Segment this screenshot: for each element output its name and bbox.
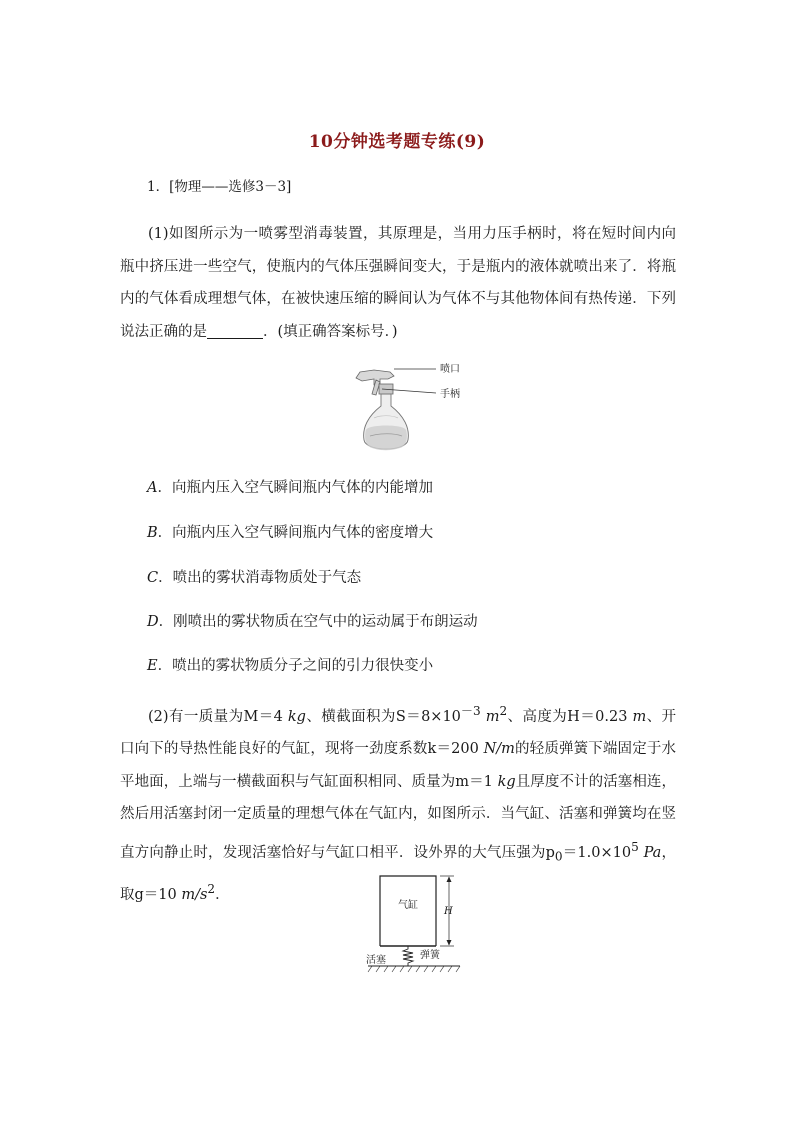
answer-blank [207,323,263,339]
spray-bottle-figure [350,360,490,460]
option-a: A．向瓶内压入空气瞬间瓶内气体的内能增加 [147,480,433,496]
nozzle-label: 喷口 [440,364,460,375]
height-label: H [444,906,453,917]
section-heading: 1．[物理——选修3－3] [147,179,292,195]
question-1-text-end: ．(填正确答案标号．) [263,323,398,340]
spring-label: 弹簧 [420,950,440,961]
handle-label: 手柄 [440,389,460,400]
option-c: C．喷出的雾状消毒物质处于气态 [147,570,362,586]
cylinder-spring-figure [360,868,470,978]
piston-label: 活塞 [366,955,386,966]
question-1-text: (1)如图所示为一喷雾型消毒装置，其原理是，当用力压手柄时，将在短时间内向瓶中挤压进一些空气，使瓶内的气体压强瞬间变大，于是瓶内的液体就喷出来了．将瓶内的气体看成理想气体，在被快速压缩的瞬间认为气体不与其他物体间有热传递．下列说法正确的是 [120,226,676,340]
question-1-stem [120,218,676,348]
cylinder-label: 气缸 [398,900,418,911]
question-2-stem: (2)有一质量为M＝4 kg、横截面积为$S=8\times 10^{-3}$ $m^2$、高度为H＝0.23 m、开口向下的导热性能良好的气缸，现将一劲度系数k＝200 N/m的轻质弹簧下端固定于水平地面，上端与一横截面积与气缸面积相同、质量为m＝1 kg且厚度不计的活塞相连，然后用活塞封闭一定质量的理想气体在气缸内，如图所示．当气缸、活塞和弹簧均在竖直方向静止时，发现活塞恰好与气缸口相平．设外界的大气压强为$p_0=1.0\times 10^5$ Pa，取g＝10 $m/s^2$． [120,704,677,903]
option-e: E．喷出的雾状物质分子之间的引力很快变小 [147,658,434,674]
option-b: B．向瓶内压入空气瞬间瓶内气体的密度增大 [147,525,434,541]
page-title: 10分钟选考题专练(9) [308,132,486,152]
option-d: D．刚喷出的雾状物质在空气中的运动属于布朗运动 [147,614,478,630]
